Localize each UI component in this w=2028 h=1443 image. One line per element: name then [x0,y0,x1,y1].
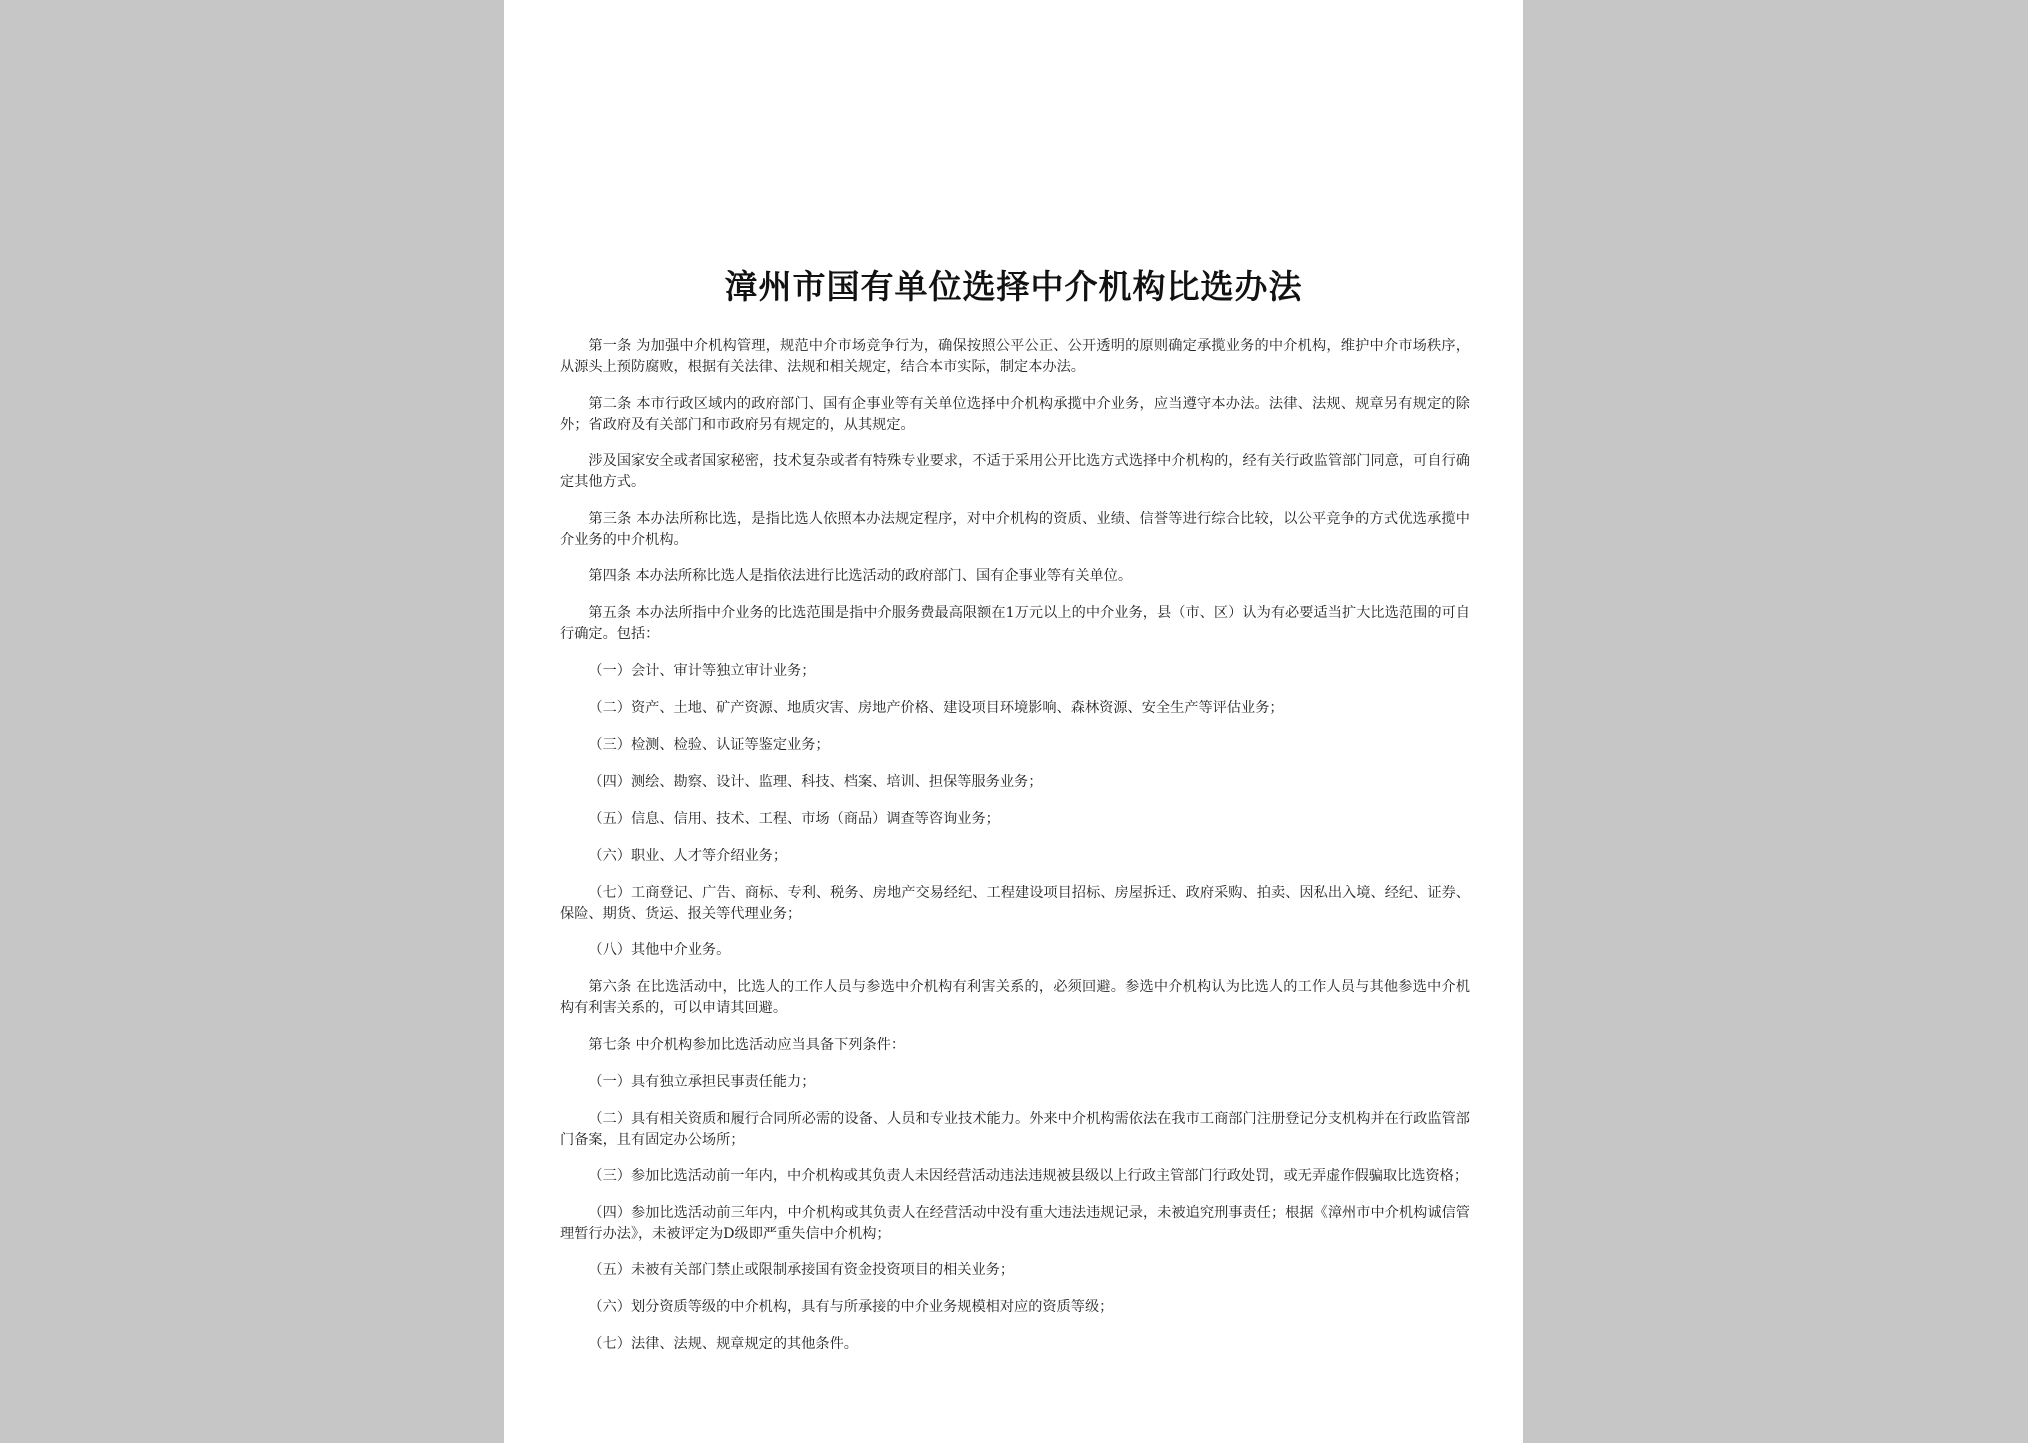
article-7-item-3: （三）参加比选活动前一年内，中介机构或其负责人未因经营活动违法违规被县级以上行政主管部门行政处罚，或无弄虚作假骗取比选资格； [588,1168,1469,1184]
document-body [560,336,1470,1371]
article-7-item-4: （四）参加比选活动前三年内，中介机构或其负责人在经营活动中没有重大违法违规记录，未被追究刑事责任；根据《漳州市中介机构诚信管理暂行办法》，未被评定为D级即严重失信中介机构； [560,1204,1470,1242]
article-3: 第三条 本办法所称比选，是指比选人依照本办法规定程序，对中介机构的资质、业绩、信誉等进行综合比较，以公平竞争的方式优选承揽中介业务的中介机构。 [560,510,1470,548]
article-2: 第二条 本市行政区域内的政府部门、国有企事业等有关单位选择中介机构承揽中介业务，应当遵守本办法。法律、法规、规章另有规定的除外；省政府及有关部门和市政府另有规定的，从其规定。 [560,395,1470,433]
article-5-item-1: （一）会计、审计等独立审计业务； [588,662,816,679]
article-5-item-4: （四）测绘、勘察、设计、监理、科技、档案、培训、担保等服务业务； [588,773,1043,790]
article-7-item-7: （七）法律、法规、规章规定的其他条件。 [588,1336,858,1352]
article-2-exception: 涉及国家安全或者国家秘密，技术复杂或者有特殊专业要求，不适于采用公开比选方式选择中介机构的，经有关行政监管部门同意，可自行确定其他方式。 [560,453,1470,490]
article-7-item-6: （六）划分资质等级的中介机构，具有与所承接的中介业务规模相对应的资质等级； [588,1299,1114,1315]
article-5-item-5: （五）信息、信用、技术、工程、市场（商品）调查等咨询业务； [588,810,1000,827]
article-4: 第四条 本办法所称比选人是指依法进行比选活动的政府部门、国有企事业等有关单位。 [588,568,1133,584]
article-5: 第五条 本办法所指中介业务的比选范围是指中介服务费最高限额在1万元以上的中介业务，县（市、区）认为有必要适当扩大比选范围的可自行确定。包括： [560,605,1470,642]
article-5-item-7: （七）工商登记、广告、商标、专利、税务、房地产交易经纪、工程建设项目招标、房屋拆迁、政府采购、拍卖、因私出入境、经纪、证券、保险、期货、货运、报关等代理业务； [560,884,1470,922]
article-7-item-1: （一）具有独立承担民事责任能力； [588,1073,816,1090]
article-5-item-8: （八）其他中介业务。 [588,942,731,958]
article-1: 第一条 为加强中介机构管理，规范中介市场竞争行为，确保按照公平公正、公开透明的原则确定承揽业务的中介机构，维护中介市场秩序，从源头上预防腐败，根据有关法律、法规和相关规定，结合本市实际，制定本办法。 [560,338,1470,375]
article-7-item-5: （五）未被有关部门禁止或限制承接国有资金投资项目的相关业务； [588,1262,1015,1278]
document-page [504,0,1523,1443]
article-7: 第七条 中介机构参加比选活动应当具备下列条件： [588,1036,906,1053]
article-6: 第六条 在比选活动中，比选人的工作人员与参选中介机构有利害关系的，必须回避。参选中介机构认为比选人的工作人员与其他参选中介机构有利害关系的，可以申请其回避。 [560,979,1470,1016]
article-7-item-2: （二）具有相关资质和履行合同所必需的设备、人员和专业技术能力。外来中介机构需依法在我市工商部门注册登记分支机构并在行政监管部门备案，且有固定办公场所； [560,1110,1470,1148]
article-5-item-3: （三）检测、检验、认证等鉴定业务； [588,736,830,753]
article-5-item-6: （六）职业、人才等介绍业务； [588,847,788,864]
article-5-item-2: （二）资产、土地、矿产资源、地质灾害、房地产价格、建设项目环境影响、森林资源、安全生产等评估业务； [588,699,1284,716]
document-title: 漳州市国有单位选择中介机构比选办法 [724,267,1303,306]
